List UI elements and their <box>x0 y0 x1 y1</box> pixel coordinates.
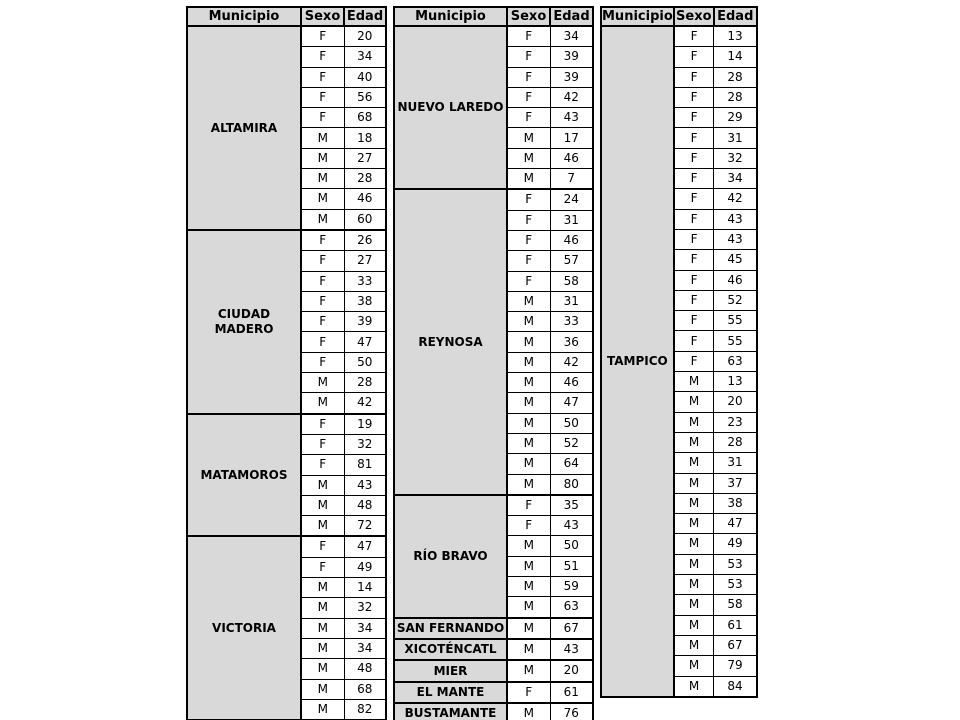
sexo-cell: M <box>301 148 344 168</box>
sexo-cell: F <box>674 67 714 87</box>
sexo-cell: M <box>301 578 344 598</box>
column-header-sexo: Sexo <box>301 7 344 26</box>
sexo-cell: M <box>674 615 714 635</box>
sexo-cell: F <box>507 682 550 703</box>
edad-cell: 84 <box>714 676 757 697</box>
sexo-cell: M <box>301 638 344 658</box>
edad-cell: 43 <box>714 209 757 229</box>
edad-cell: 61 <box>550 682 593 703</box>
data-table-left <box>186 6 387 720</box>
edad-cell: 68 <box>344 679 386 699</box>
sexo-cell: M <box>674 676 714 697</box>
sexo-cell: M <box>674 392 714 412</box>
edad-cell: 63 <box>550 597 593 618</box>
sexo-cell: F <box>674 250 714 270</box>
sexo-cell: M <box>301 189 344 209</box>
edad-cell: 52 <box>550 433 593 453</box>
edad-cell: 31 <box>714 453 757 473</box>
edad-cell: 32 <box>344 598 386 618</box>
edad-cell: 50 <box>550 413 593 433</box>
edad-cell: 58 <box>550 271 593 291</box>
edad-cell: 34 <box>344 618 386 638</box>
sexo-cell: F <box>301 230 344 251</box>
edad-cell: 28 <box>714 432 757 452</box>
column-header-edad: Edad <box>714 7 757 26</box>
sexo-cell: M <box>674 635 714 655</box>
municipio-group-bustamante: BUSTAMANTE <box>394 703 507 720</box>
sexo-cell: M <box>674 473 714 493</box>
municipio-group-altamira: ALTAMIRA <box>187 26 301 230</box>
edad-cell: 46 <box>550 230 593 250</box>
edad-cell: 39 <box>550 47 593 67</box>
sexo-cell: F <box>674 209 714 229</box>
sexo-cell: M <box>301 618 344 638</box>
edad-cell: 38 <box>344 291 386 311</box>
edad-cell: 58 <box>714 595 757 615</box>
edad-cell: 42 <box>550 87 593 107</box>
edad-cell: 34 <box>344 47 386 67</box>
sexo-cell: M <box>507 660 550 681</box>
edad-cell: 67 <box>714 635 757 655</box>
edad-cell: 34 <box>714 169 757 189</box>
edad-cell: 46 <box>550 373 593 393</box>
column-header-sexo: Sexo <box>507 7 550 26</box>
sexo-cell: F <box>674 26 714 47</box>
sexo-cell: F <box>507 26 550 47</box>
sexo-cell: F <box>507 108 550 128</box>
sexo-cell: F <box>674 108 714 128</box>
edad-cell: 29 <box>714 108 757 128</box>
column-header-municipio: Municipio <box>187 7 301 26</box>
edad-cell: 60 <box>344 209 386 230</box>
edad-cell: 20 <box>714 392 757 412</box>
sexo-cell: F <box>301 414 344 435</box>
table-row <box>187 536 386 557</box>
edad-cell: 53 <box>714 575 757 595</box>
sexo-cell: F <box>301 108 344 128</box>
municipio-group-el-mante: EL MANTE <box>394 682 507 703</box>
edad-cell: 26 <box>344 230 386 251</box>
edad-cell: 23 <box>714 412 757 432</box>
sexo-cell: F <box>301 312 344 332</box>
municipio-group-mier: MIER <box>394 660 507 681</box>
sexo-cell: F <box>674 351 714 371</box>
edad-cell: 47 <box>344 536 386 557</box>
table-row <box>187 230 386 251</box>
sexo-cell: M <box>674 412 714 432</box>
edad-cell: 49 <box>344 557 386 577</box>
sexo-cell: F <box>674 189 714 209</box>
edad-cell: 18 <box>344 128 386 148</box>
sexo-cell: M <box>507 128 550 148</box>
edad-cell: 14 <box>344 578 386 598</box>
table-row <box>394 495 593 516</box>
edad-cell: 76 <box>550 703 593 720</box>
sexo-cell: M <box>674 656 714 676</box>
sexo-cell: M <box>301 598 344 618</box>
edad-cell: 31 <box>714 128 757 148</box>
table-row <box>394 189 593 210</box>
sexo-cell: M <box>507 577 550 597</box>
edad-cell: 47 <box>344 332 386 352</box>
municipio-group-victoria: VICTORIA <box>187 536 301 720</box>
municipio-group-san-fernando: SAN FERNANDO <box>394 618 507 639</box>
sexo-cell: M <box>301 516 344 537</box>
table-row <box>394 703 593 720</box>
sexo-cell: F <box>507 87 550 107</box>
municipio-group-rio-bravo: RÍO BRAVO <box>394 495 507 618</box>
sexo-cell: M <box>301 169 344 189</box>
edad-cell: 40 <box>344 67 386 87</box>
edad-cell: 39 <box>344 312 386 332</box>
edad-cell: 31 <box>550 210 593 230</box>
sexo-cell: F <box>674 169 714 189</box>
sexo-cell: M <box>507 703 550 720</box>
sexo-cell: F <box>674 148 714 168</box>
edad-cell: 48 <box>344 495 386 515</box>
edad-cell: 50 <box>550 536 593 556</box>
column-header-municipio: Municipio <box>602 9 673 24</box>
edad-cell: 33 <box>344 271 386 291</box>
edad-cell: 33 <box>550 312 593 332</box>
header-row <box>394 7 593 26</box>
sexo-cell: F <box>507 210 550 230</box>
edad-cell: 46 <box>344 189 386 209</box>
column-header-edad: Edad <box>550 7 593 26</box>
column-header-municipio: Municipio <box>394 7 507 26</box>
header-row <box>187 7 386 26</box>
sexo-cell: F <box>301 26 344 47</box>
edad-cell: 82 <box>344 699 386 720</box>
sexo-cell: F <box>507 67 550 87</box>
sexo-cell: F <box>301 434 344 454</box>
sexo-cell: F <box>507 251 550 271</box>
sexo-cell: M <box>507 148 550 168</box>
sexo-cell: M <box>507 291 550 311</box>
table-row <box>187 414 386 435</box>
sexo-cell: F <box>301 455 344 475</box>
edad-cell: 53 <box>714 554 757 574</box>
edad-cell: 47 <box>714 514 757 534</box>
sexo-cell: M <box>507 393 550 413</box>
edad-cell: 36 <box>550 332 593 352</box>
sexo-cell: M <box>507 639 550 660</box>
sexo-cell: M <box>674 493 714 513</box>
edad-cell: 57 <box>550 251 593 271</box>
edad-cell: 43 <box>550 639 593 660</box>
sexo-cell: M <box>301 495 344 515</box>
sexo-cell: M <box>507 312 550 332</box>
edad-cell: 48 <box>344 659 386 679</box>
edad-cell: 37 <box>714 473 757 493</box>
edad-cell: 19 <box>344 414 386 435</box>
edad-cell: 61 <box>714 615 757 635</box>
sexo-cell: F <box>507 189 550 210</box>
sexo-cell: F <box>674 47 714 67</box>
sexo-cell: M <box>674 514 714 534</box>
sexo-cell: F <box>301 47 344 67</box>
sexo-cell: F <box>301 271 344 291</box>
edad-cell: 20 <box>344 26 386 47</box>
header-row <box>601 7 757 26</box>
edad-cell: 79 <box>714 656 757 676</box>
edad-cell: 72 <box>344 516 386 537</box>
edad-cell: 68 <box>344 108 386 128</box>
edad-cell: 34 <box>344 638 386 658</box>
column-header-edad: Edad <box>344 7 386 26</box>
sexo-cell: M <box>507 454 550 474</box>
edad-cell: 14 <box>714 47 757 67</box>
edad-cell: 13 <box>714 26 757 47</box>
edad-cell: 55 <box>714 311 757 331</box>
sexo-cell: M <box>674 453 714 473</box>
sexo-cell: F <box>674 270 714 290</box>
sexo-cell: M <box>301 209 344 230</box>
sexo-cell: M <box>674 575 714 595</box>
edad-cell: 7 <box>550 169 593 190</box>
sexo-cell: M <box>674 432 714 452</box>
edad-cell: 27 <box>344 148 386 168</box>
sexo-cell: F <box>301 291 344 311</box>
edad-cell: 51 <box>550 556 593 576</box>
sexo-cell: M <box>507 433 550 453</box>
edad-cell: 42 <box>550 352 593 372</box>
edad-cell: 46 <box>714 270 757 290</box>
edad-cell: 47 <box>550 393 593 413</box>
edad-cell: 28 <box>714 87 757 107</box>
edad-cell: 42 <box>344 393 386 414</box>
table-row <box>394 639 593 660</box>
sexo-cell: M <box>301 679 344 699</box>
data-table-right <box>600 6 758 698</box>
sexo-cell: M <box>674 534 714 554</box>
edad-cell: 81 <box>344 455 386 475</box>
edad-cell: 80 <box>550 474 593 495</box>
sexo-cell: F <box>301 536 344 557</box>
edad-cell: 28 <box>344 373 386 393</box>
sexo-cell: F <box>674 331 714 351</box>
table-row <box>601 26 757 47</box>
edad-cell: 32 <box>344 434 386 454</box>
sexo-cell: F <box>301 352 344 372</box>
table-row <box>394 660 593 681</box>
municipio-group-tampico: TAMPICO <box>601 26 674 697</box>
edad-cell: 27 <box>344 251 386 271</box>
edad-cell: 20 <box>550 660 593 681</box>
sexo-cell: F <box>507 495 550 516</box>
sexo-cell: M <box>507 474 550 495</box>
sexo-cell: F <box>507 47 550 67</box>
sexo-cell: M <box>507 618 550 639</box>
municipio-group-xicotencatl: XICOTÉNCATL <box>394 639 507 660</box>
edad-cell: 64 <box>550 454 593 474</box>
edad-cell: 43 <box>550 108 593 128</box>
edad-cell: 17 <box>550 128 593 148</box>
edad-cell: 43 <box>550 516 593 536</box>
sexo-cell: M <box>301 659 344 679</box>
sexo-cell: M <box>674 595 714 615</box>
municipio-group-matamoros: MATAMOROS <box>187 414 301 537</box>
edad-cell: 46 <box>550 148 593 168</box>
sexo-cell: F <box>674 229 714 249</box>
sexo-cell: F <box>301 251 344 271</box>
sexo-cell: M <box>507 352 550 372</box>
edad-cell: 49 <box>714 534 757 554</box>
edad-cell: 31 <box>550 291 593 311</box>
sexo-cell: F <box>507 230 550 250</box>
sexo-cell: F <box>674 290 714 310</box>
edad-cell: 55 <box>714 331 757 351</box>
edad-cell: 34 <box>550 26 593 47</box>
edad-cell: 38 <box>714 493 757 513</box>
sexo-cell: M <box>301 699 344 720</box>
edad-cell: 43 <box>344 475 386 495</box>
municipio-group-nuevo-laredo: NUEVO LAREDO <box>394 26 507 189</box>
sexo-cell: M <box>674 372 714 392</box>
edad-cell: 42 <box>714 189 757 209</box>
sexo-cell: M <box>507 373 550 393</box>
edad-cell: 39 <box>550 67 593 87</box>
municipio-group-ciudad-madero: CIUDAD MADERO <box>187 230 301 414</box>
sexo-cell: F <box>301 332 344 352</box>
sexo-cell: M <box>301 475 344 495</box>
sexo-cell: M <box>507 413 550 433</box>
sexo-cell: M <box>507 597 550 618</box>
edad-cell: 28 <box>714 67 757 87</box>
edad-cell: 52 <box>714 290 757 310</box>
sexo-cell: F <box>674 311 714 331</box>
edad-cell: 43 <box>714 229 757 249</box>
sexo-cell: F <box>674 128 714 148</box>
data-table-middle <box>393 6 594 720</box>
edad-cell: 24 <box>550 189 593 210</box>
sexo-cell: M <box>301 373 344 393</box>
edad-cell: 67 <box>550 618 593 639</box>
sexo-cell: M <box>507 556 550 576</box>
sexo-cell: F <box>674 87 714 107</box>
sexo-cell: M <box>507 332 550 352</box>
edad-cell: 35 <box>550 495 593 516</box>
table-row <box>187 26 386 47</box>
edad-cell: 28 <box>344 169 386 189</box>
sexo-cell: F <box>301 67 344 87</box>
sexo-cell: M <box>301 128 344 148</box>
edad-cell: 45 <box>714 250 757 270</box>
sexo-cell: M <box>674 554 714 574</box>
edad-cell: 32 <box>714 148 757 168</box>
sexo-cell: F <box>507 271 550 291</box>
sexo-cell: F <box>301 87 344 107</box>
sexo-cell: M <box>507 536 550 556</box>
table-row <box>394 618 593 639</box>
sexo-cell: F <box>507 516 550 536</box>
sexo-cell: M <box>507 169 550 190</box>
sexo-cell: M <box>301 393 344 414</box>
edad-cell: 56 <box>344 87 386 107</box>
municipio-group-reynosa: REYNOSA <box>394 189 507 494</box>
edad-cell: 63 <box>714 351 757 371</box>
edad-cell: 59 <box>550 577 593 597</box>
table-row <box>394 26 593 47</box>
sexo-cell: F <box>301 557 344 577</box>
table-row <box>394 682 593 703</box>
edad-cell: 50 <box>344 352 386 372</box>
column-header-sexo: Sexo <box>674 7 714 26</box>
edad-cell: 13 <box>714 372 757 392</box>
